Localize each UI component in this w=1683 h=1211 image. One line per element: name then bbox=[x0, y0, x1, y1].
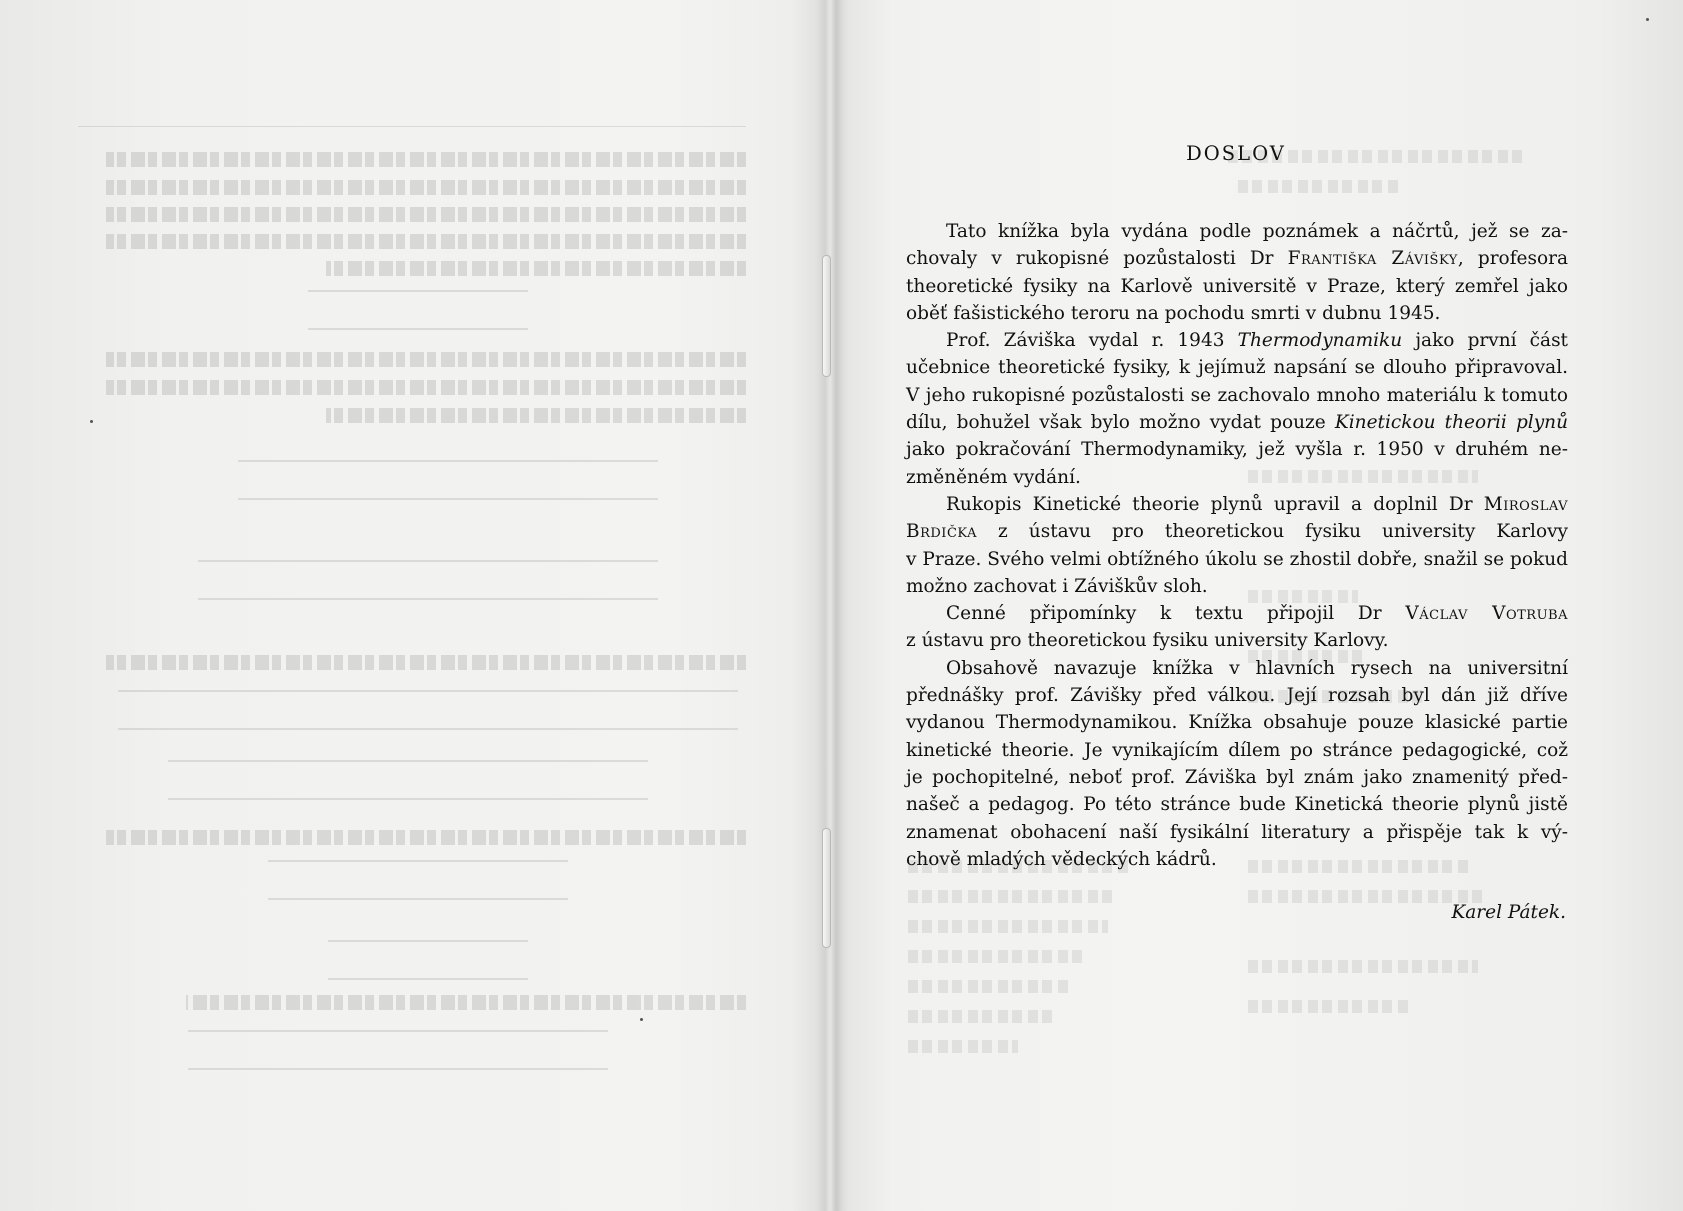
paragraph-line bbox=[906, 737, 1568, 764]
person-name: Miroslav bbox=[1483, 493, 1568, 515]
ghost-text-line bbox=[186, 995, 746, 1010]
ghost-formula bbox=[328, 940, 528, 980]
paragraph-line bbox=[906, 436, 1568, 463]
paper-speck bbox=[1646, 18, 1649, 21]
ghost-text-line bbox=[106, 655, 746, 670]
afterword-body bbox=[906, 218, 1568, 873]
page-title: DOSLOV bbox=[1186, 142, 1286, 165]
paragraph-line bbox=[906, 791, 1568, 818]
text-run: chovaly v rukopisné pozůstalosti Dr bbox=[906, 248, 1288, 270]
text-run: v Praze. Svého velmi obtížného úkolu se zhostil dobře, snažil se pokud bbox=[906, 548, 1568, 570]
text-run: Rukopis Kinetické theorie plynů upravil a doplnil Dr bbox=[946, 493, 1484, 515]
text-run: Obsahově navazuje knížka v hlavních rysech na universitní bbox=[946, 657, 1568, 679]
text-run: Tato knížka byla vydána podle poznámek a náčrtů, jež se za- bbox=[946, 221, 1568, 242]
left-page-show-through bbox=[0, 0, 828, 1211]
text-run: přednášky prof. Závišky před válkou. Její rozsah byl dán již dříve bbox=[906, 685, 1568, 707]
text-run: jako první část bbox=[1402, 330, 1568, 352]
ghost-formula bbox=[188, 1030, 608, 1070]
paragraph-line bbox=[906, 382, 1568, 409]
left-page bbox=[0, 0, 828, 1211]
ghost-formula bbox=[238, 460, 658, 500]
text-run: chově mladých vědeckých kádrů. bbox=[906, 848, 1217, 870]
text-run: Prof. Záviška vydal r. 1943 bbox=[946, 330, 1238, 352]
text-run: znamenat obohacení naší fysikální literatury a přispěje tak k vý- bbox=[906, 821, 1568, 843]
paragraph-line bbox=[906, 518, 1568, 545]
paragraph-line bbox=[906, 546, 1568, 573]
text-run: theoretické fysiky na Karlově universitě v Praze, který zemřel jako bbox=[906, 275, 1568, 297]
ghost-text-line bbox=[106, 830, 746, 845]
ghost-text-line bbox=[106, 352, 746, 367]
text-run: je pochopitelné, neboť prof. Záviška byl znám jako znamenitý před- bbox=[906, 766, 1568, 788]
paragraph-line bbox=[906, 409, 1568, 436]
paragraph-line bbox=[906, 218, 1568, 245]
text-run: změněném vydání. bbox=[906, 466, 1081, 488]
ghost-formula bbox=[268, 860, 568, 900]
paragraph-line bbox=[906, 464, 1568, 491]
text-run: V jeho rukopisné pozůstalosti se zachovalo mnoho materiálu k tomuto bbox=[906, 384, 1568, 406]
text-run: možno zachovat i Záviškův sloh. bbox=[906, 575, 1208, 597]
text-run: jako pokračování Thermodynamiky, jež vyšla r. 1950 v druhém ne- bbox=[906, 439, 1568, 461]
text-run: z ústavu pro theoretickou fysiku university Karlovy. bbox=[906, 630, 1389, 652]
paragraph-line bbox=[906, 846, 1568, 873]
ghost-text-line bbox=[106, 207, 746, 222]
paragraph-line bbox=[906, 300, 1568, 327]
paragraph-line bbox=[906, 354, 1568, 381]
ghost-text-line bbox=[106, 180, 746, 195]
ghost-text-line bbox=[326, 261, 746, 276]
paragraph-line bbox=[906, 819, 1568, 846]
paragraph-line bbox=[906, 600, 1568, 627]
text-run: našeč a pedagog. Po této stránce bude Kinetická theorie plynů jistě bbox=[906, 794, 1568, 816]
ghost-formula bbox=[308, 290, 528, 330]
paragraph-line bbox=[906, 245, 1568, 272]
author-signature: Karel Pátek. bbox=[1451, 902, 1566, 923]
text-run: oběť fašistického teroru na pochodu smrti v dubnu 1945. bbox=[906, 302, 1441, 324]
paragraph-line bbox=[906, 682, 1568, 709]
text-run: Cenné připomínky k textu připojil Dr bbox=[946, 603, 1406, 625]
paragraph-line bbox=[906, 655, 1568, 682]
paragraph-line bbox=[906, 327, 1568, 354]
text-run: vydanou Thermodynamikou. Knížka obsahuje pouze klasické partie bbox=[906, 712, 1568, 734]
person-name: Františka Závišky bbox=[1287, 248, 1458, 270]
ghost-formula bbox=[118, 690, 738, 730]
text-run: kinetické theorie. Je vynikajícím dílem po stránce pedagogické, což bbox=[906, 739, 1568, 761]
paper-speck bbox=[90, 420, 93, 423]
text-run: dílu, bohužel však bylo možno vydat pouze bbox=[906, 412, 1335, 434]
ghost-header-rule bbox=[78, 126, 746, 127]
paragraph-line bbox=[906, 627, 1568, 654]
ghost-text-line bbox=[106, 380, 746, 395]
paragraph-line bbox=[906, 491, 1568, 518]
italic-title: Thermodynamiku bbox=[1237, 330, 1403, 352]
paragraph-line bbox=[906, 764, 1568, 791]
ghost-text-line bbox=[106, 152, 746, 167]
ghost-text-line bbox=[106, 234, 746, 249]
paragraph-line bbox=[906, 573, 1568, 600]
person-name: Brdička bbox=[906, 521, 977, 543]
ghost-formula bbox=[168, 760, 648, 800]
italic-title: Kinetickou theorii plynů bbox=[1334, 412, 1568, 434]
ghost-text-line bbox=[326, 408, 746, 423]
text-run: , profesora bbox=[1457, 248, 1568, 270]
paragraph-line bbox=[906, 273, 1568, 300]
right-page bbox=[828, 0, 1683, 1211]
ghost-formula bbox=[198, 560, 658, 600]
text-run: učebnice theoretické fysiky, k jejímuž napsání se dlouho připravoval. bbox=[906, 357, 1568, 379]
text-run: z ústavu pro theoretickou fysiku university Karlovy bbox=[976, 521, 1568, 543]
paragraph-line bbox=[906, 709, 1568, 736]
person-name: Václav Votruba bbox=[1405, 603, 1568, 625]
paper-speck bbox=[640, 1018, 643, 1021]
